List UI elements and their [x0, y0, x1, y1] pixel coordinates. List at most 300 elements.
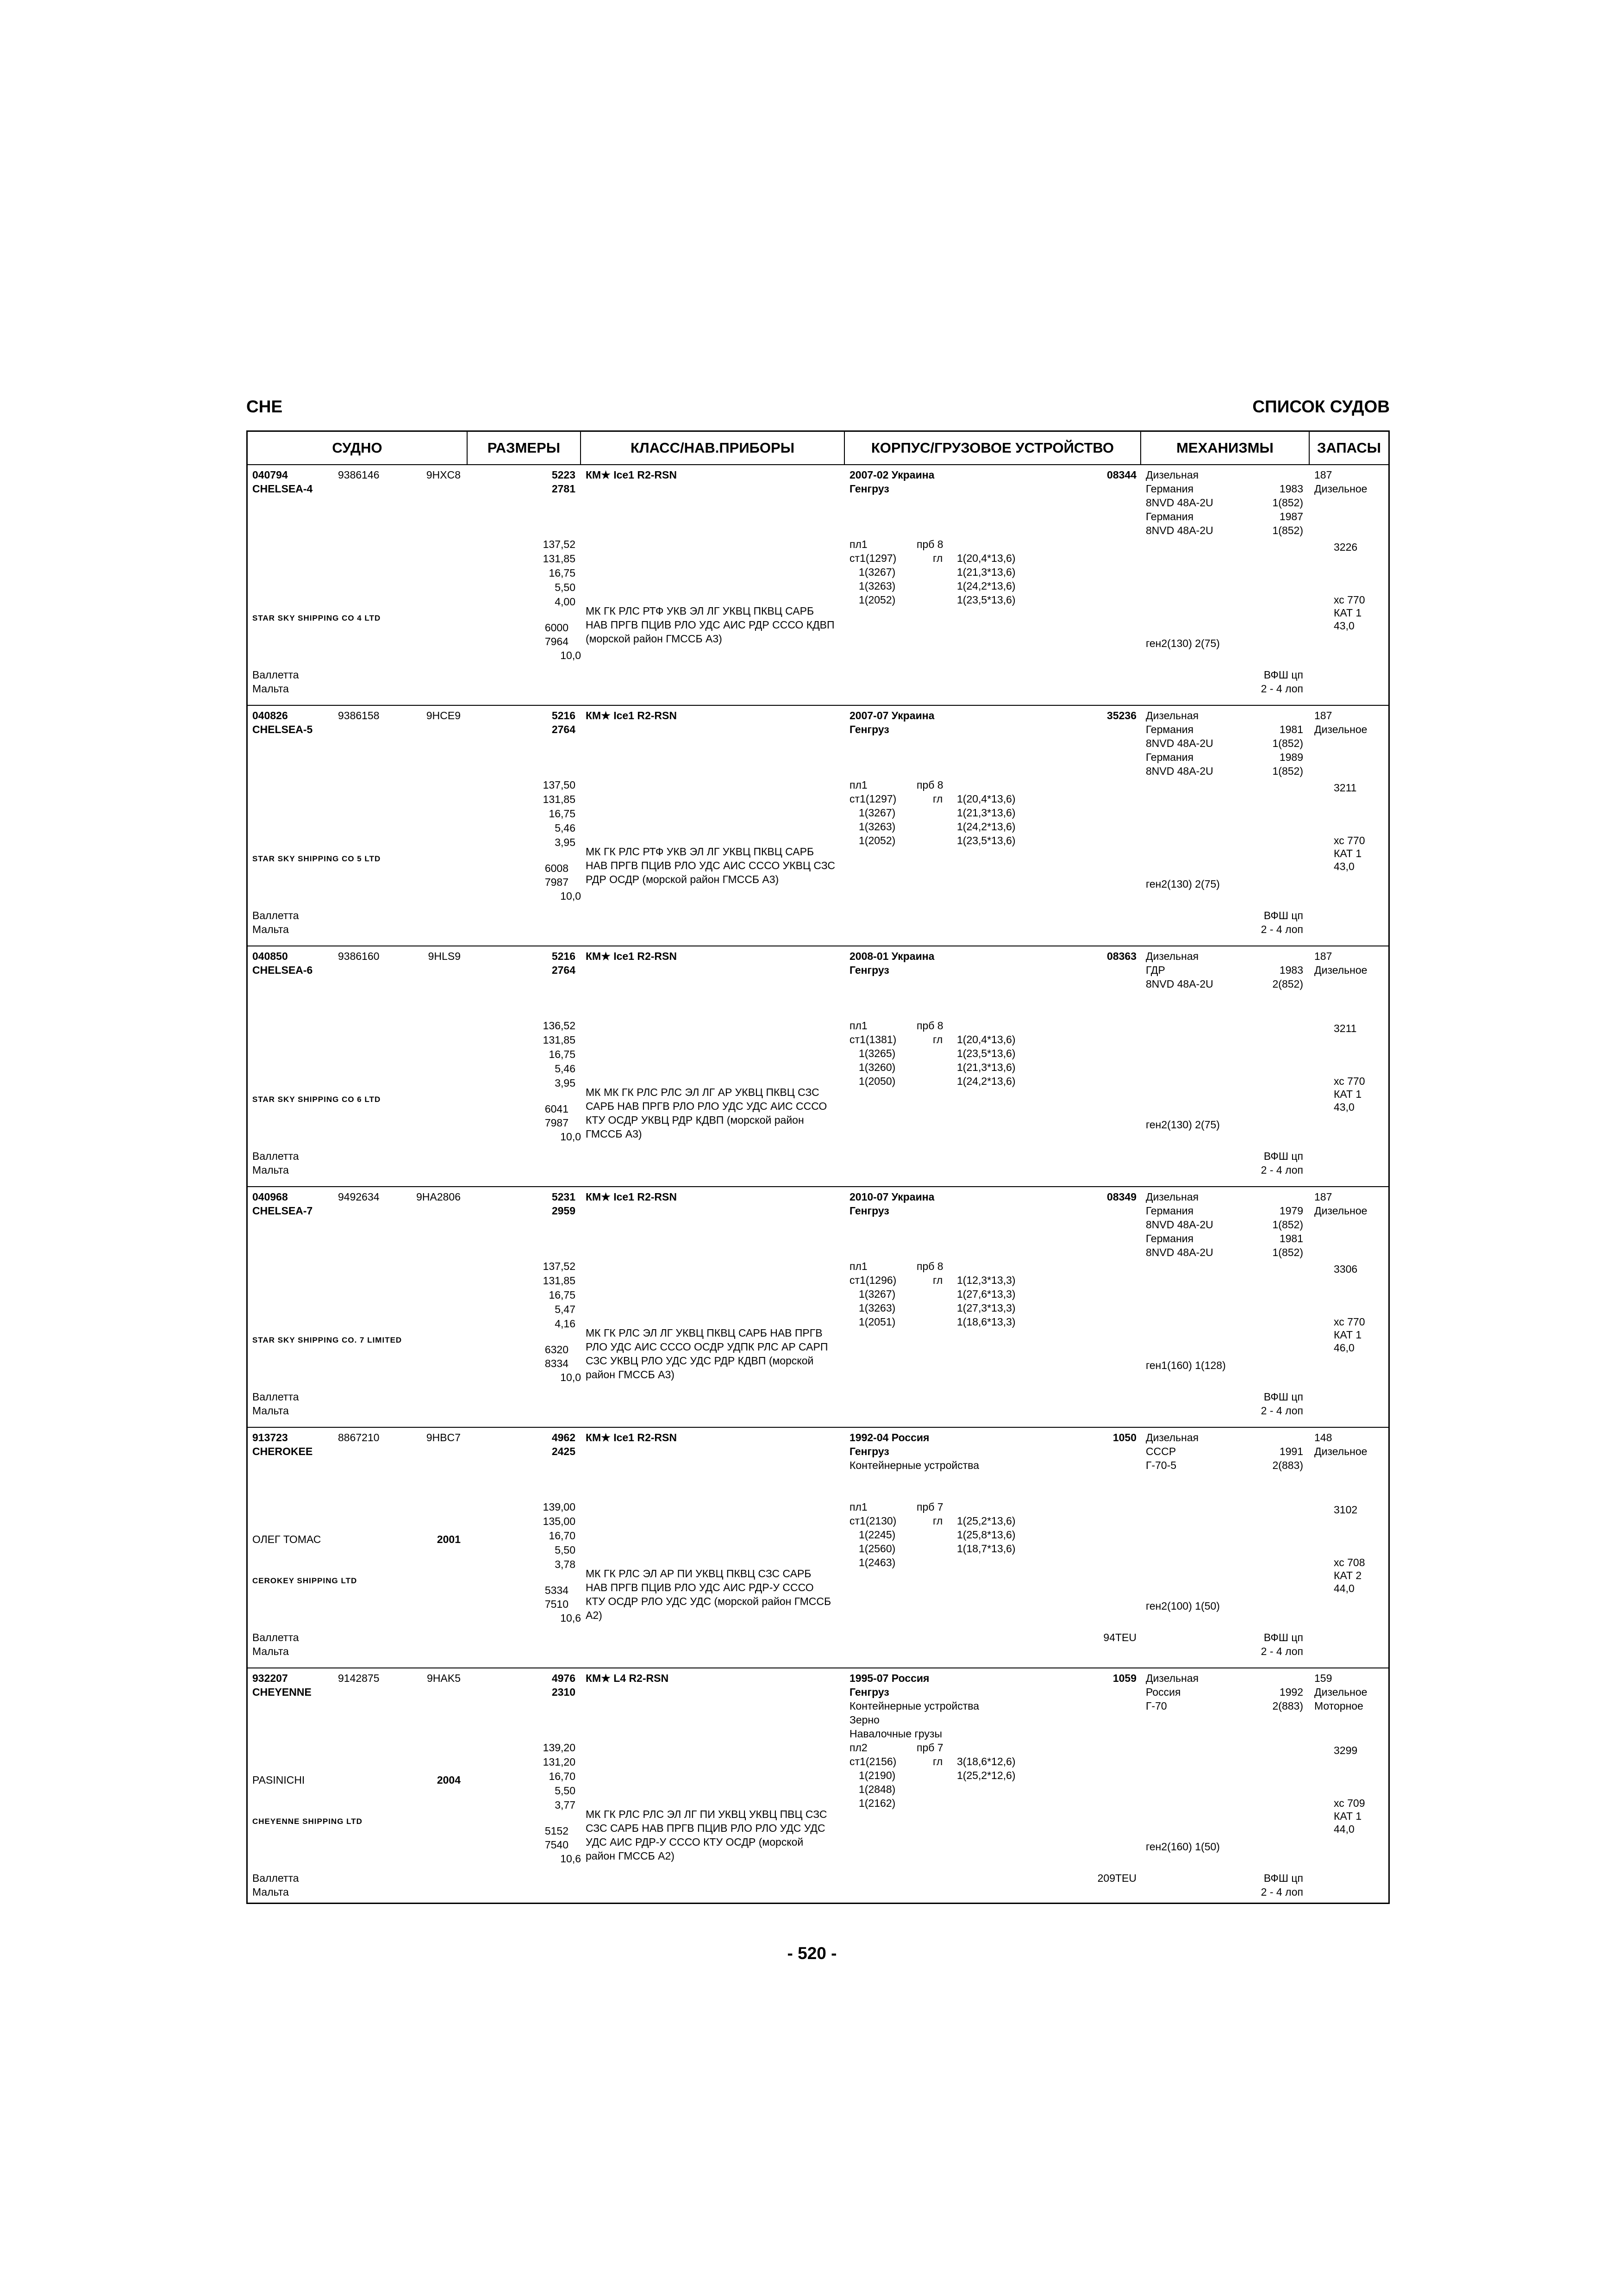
build-date-country: 2008-01 Украина	[849, 950, 935, 962]
propeller-blades: 2 - 4 лоп	[1261, 1886, 1303, 1898]
size-capacity: 10,0	[560, 890, 581, 902]
hold-capacity: 1(3263)	[859, 1302, 896, 1314]
hold-capacity: ст1(2130)	[849, 1515, 897, 1527]
size-tonnage: 5216	[551, 950, 575, 962]
ramp-count: прб 8	[917, 1260, 943, 1272]
supply-detail: хс 708	[1334, 1556, 1365, 1568]
ramp-count: прб 8	[917, 1020, 943, 1032]
vessel-record	[248, 1668, 1388, 1909]
home-port: Валлетта	[252, 1150, 299, 1162]
engine-value: 2(883)	[1272, 1700, 1303, 1712]
hatch-count: пл1	[849, 1260, 868, 1272]
hold-capacity: 1(2463)	[859, 1556, 896, 1568]
owner-name: STAR SKY SHIPPING CO 6 LTD	[252, 1095, 381, 1104]
hatch-count: пл1	[849, 538, 868, 550]
yard-number: 08349	[1107, 1191, 1137, 1203]
generators: ген2(100) 1(50)	[1146, 1600, 1220, 1612]
fuel-supply: Дизельное	[1314, 1445, 1368, 1457]
hull-type: Навалочные грузы	[849, 1728, 943, 1740]
hatch-size: 1(24,2*13,6)	[957, 580, 1016, 592]
size-capacity: 10,0	[560, 1371, 581, 1383]
navigation-equipment: МК ГК РЛС ЭЛ ЛГ УКВЦ ПКВЦ САРБ НАВ ПРГВ РЛО УДС АИС СССО ОСДР УДПК РЛС АР САРП СЗС УКВЦ РЛО УДС УДС РДР КДВП (морской район ГМССБ А3)	[586, 1327, 828, 1381]
fuel-supply: 187	[1314, 950, 1332, 962]
engine-detail: 8NVD 48A-2U	[1146, 978, 1213, 990]
hold-capacity: 1(2052)	[859, 594, 896, 606]
imo-number: 9386158	[338, 709, 380, 722]
hatch-size: 1(23,5*13,6)	[957, 1047, 1016, 1059]
engine-detail: СССР	[1146, 1445, 1176, 1457]
supply-detail: хс 770	[1334, 594, 1365, 606]
size-dimension: 131,85	[543, 553, 575, 565]
hold-capacity: 1(2560)	[859, 1543, 896, 1555]
hatch-size: 1(12,3*13,3)	[957, 1274, 1016, 1286]
yard-number: 1050	[1112, 1431, 1137, 1444]
flag-state: Мальта	[252, 1645, 289, 1657]
navigation-equipment: МК ГК РЛС ЭЛ АР ПИ УКВЦ ПКВЦ СЗС САРБ НАВ ПРГВ ПЦИВ РЛО УДС АИС РДР-У СССО КТУ ОСДР РЛО УДС УДС (морской район ГМССБ А2)	[586, 1568, 831, 1621]
hold-capacity: 1(3267)	[859, 566, 896, 578]
hatch-size: 1(24,2*13,6)	[957, 1075, 1016, 1087]
hull-type: Зерно	[849, 1714, 880, 1726]
hatch-size: 1(21,3*13,6)	[957, 1061, 1016, 1073]
size-dimension: 16,70	[549, 1770, 575, 1782]
class-notation: КМ★ Ice1 R2-RSN	[586, 469, 677, 481]
build-date-country: 2010-07 Украина	[849, 1191, 935, 1203]
hatch-label: гл	[933, 552, 943, 564]
size-tonnage: 2959	[551, 1205, 575, 1217]
section-title: СПИСОК СУДОВ	[1252, 397, 1390, 416]
hatch-size: 1(20,4*13,6)	[957, 793, 1016, 805]
registry-number: 040826	[252, 709, 288, 722]
size-dimension: 4,00	[555, 596, 575, 608]
supply-detail: КАТ 1	[1334, 1329, 1362, 1341]
propeller-type: ВФШ цп	[1263, 1872, 1303, 1884]
size-capacity: 7987	[544, 876, 568, 888]
section-code: CHE	[246, 397, 283, 416]
ramp-count: прб 8	[917, 538, 943, 550]
engine-value: 1979	[1279, 1205, 1303, 1217]
size-dimension: 137,50	[543, 779, 575, 791]
propeller-type: ВФШ цп	[1263, 1631, 1303, 1643]
ramp-count: прб 7	[917, 1501, 943, 1513]
size-dimension: 16,70	[549, 1530, 575, 1542]
vessel-record	[248, 465, 1388, 706]
engine-detail: Германия	[1146, 483, 1194, 495]
supply-endurance: 3226	[1334, 541, 1358, 553]
vessel-record	[248, 946, 1388, 1187]
size-tonnage: 2764	[551, 723, 575, 735]
size-dimension: 3,78	[555, 1558, 575, 1570]
yard-number: 08344	[1107, 469, 1137, 481]
supply-detail: КАТ 1	[1334, 1088, 1362, 1100]
hold-capacity: ст1(1381)	[849, 1033, 897, 1045]
size-capacity: 10,0	[560, 1131, 581, 1143]
owner-name: CHEYENNE SHIPPING LTD	[252, 1817, 362, 1826]
engine-detail: Дизельная	[1146, 1431, 1199, 1444]
propeller-type: ВФШ цп	[1263, 669, 1303, 681]
propeller-type: ВФШ цп	[1263, 1391, 1303, 1403]
size-dimension: 5,46	[555, 1063, 575, 1075]
engine-detail: Германия	[1146, 751, 1194, 763]
engine-detail: Германия	[1146, 723, 1194, 735]
ramp-count: прб 7	[917, 1742, 943, 1754]
navigation-equipment: МК МК ГК РЛС РЛС ЭЛ ЛГ АР УКВЦ ПКВЦ СЗС САРБ НАВ ПРГВ РЛО РЛО УДС УДС АИС СССО КТУ ОСДР УКВЦ РДР КДВП (морской район ГМССБ А3)	[586, 1086, 827, 1140]
supply-detail: хс 770	[1334, 1075, 1365, 1087]
engine-value: 1(852)	[1272, 737, 1303, 749]
engine-detail: Г-70-5	[1146, 1459, 1177, 1471]
flag-state: Мальта	[252, 1405, 289, 1417]
engine-detail: 8NVD 48A-2U	[1146, 765, 1213, 777]
owner-name: STAR SKY SHIPPING CO 4 LTD	[252, 614, 381, 622]
page-number: - 520 -	[787, 1944, 837, 1963]
hull-type: Генгруз	[849, 1205, 889, 1217]
call-sign: 9HA2806	[416, 1191, 461, 1203]
column-header-vessel: СУДНО	[332, 440, 382, 456]
vessel-name: CHELSEA-7	[252, 1205, 313, 1217]
engine-detail: 8NVD 48A-2U	[1146, 1246, 1213, 1258]
build-date-country: 2007-07 Украина	[849, 709, 935, 722]
imo-number: 9386160	[338, 950, 380, 962]
yard-number: 1059	[1112, 1672, 1137, 1684]
column-header-supplies: ЗАПАСЫ	[1317, 440, 1381, 456]
vessel-name: CHELSEA-5	[252, 723, 313, 735]
engine-value: 2(852)	[1272, 978, 1303, 990]
home-port: Валлетта	[252, 1391, 299, 1403]
navigation-equipment: МК ГК РЛС РТФ УКВ ЭЛ ЛГ УКВЦ ПКВЦ САРБ НАВ ПРГВ ПЦИВ РЛО УДС АИС РДР СССО КДВП (морской район ГМССБ А3)	[586, 605, 835, 645]
hull-type: Контейнерные устройства	[849, 1700, 979, 1712]
generators: ген2(130) 2(75)	[1146, 1119, 1220, 1131]
engine-detail: 8NVD 48A-2U	[1146, 1219, 1213, 1231]
yard-number: 08363	[1107, 950, 1137, 962]
engine-detail: 8NVD 48A-2U	[1146, 737, 1213, 749]
generators: ген2(160) 1(50)	[1146, 1841, 1220, 1853]
imo-number: 9492634	[338, 1191, 380, 1203]
engine-detail: Дизельная	[1146, 469, 1199, 481]
registry-number: 913723	[252, 1431, 288, 1444]
registry-number: 040968	[252, 1191, 288, 1203]
hold-capacity: 1(2162)	[859, 1797, 896, 1809]
supply-detail: хс 709	[1334, 1797, 1365, 1809]
fuel-supply: Дизельное	[1314, 483, 1368, 495]
hatch-size: 1(18,6*13,3)	[957, 1316, 1016, 1328]
propeller-type: ВФШ цп	[1263, 1150, 1303, 1162]
hatch-size: 1(21,3*13,6)	[957, 807, 1016, 819]
engine-value: 1989	[1279, 751, 1303, 763]
fuel-supply: 187	[1314, 469, 1332, 481]
propeller-blades: 2 - 4 лоп	[1261, 1164, 1303, 1176]
supply-detail: 43,0	[1334, 620, 1355, 632]
hold-capacity: 1(2051)	[859, 1316, 896, 1328]
vessel-record	[248, 706, 1388, 946]
owner-name: STAR SKY SHIPPING CO. 7 LIMITED	[252, 1336, 402, 1344]
propeller-blades: 2 - 4 лоп	[1261, 683, 1303, 695]
build-date-country: 2007-02 Украина	[849, 469, 935, 481]
engine-detail: Г-70	[1146, 1700, 1167, 1712]
propeller-type: ВФШ цп	[1263, 909, 1303, 921]
call-sign: 9HXC8	[426, 469, 461, 481]
size-dimension: 131,20	[543, 1756, 575, 1768]
call-sign: 9HAK5	[427, 1672, 461, 1684]
hatch-label: гл	[933, 793, 943, 805]
teu-capacity: 209TEU	[1097, 1872, 1137, 1884]
hold-capacity: 1(2050)	[859, 1075, 896, 1087]
hatch-size: 3(18,6*12,6)	[957, 1755, 1016, 1767]
size-dimension: 16,75	[549, 1048, 575, 1060]
hatch-size: 1(18,7*13,6)	[957, 1543, 1016, 1555]
supply-detail: 44,0	[1334, 1582, 1355, 1594]
build-date-country: 1992-04 Россия	[849, 1431, 930, 1444]
size-dimension: 16,75	[549, 808, 575, 820]
size-dimension: 131,85	[543, 1275, 575, 1287]
flag-state: Мальта	[252, 683, 289, 695]
column-header-machinery: МЕХАНИЗМЫ	[1176, 440, 1274, 456]
fuel-supply: Моторное	[1314, 1700, 1363, 1712]
imo-number: 9142875	[338, 1672, 380, 1684]
supply-detail: КАТ 1	[1334, 847, 1362, 859]
supply-endurance: 3211	[1334, 782, 1357, 794]
teu-capacity: 94TEU	[1103, 1631, 1137, 1643]
size-capacity: 7987	[544, 1117, 568, 1129]
hatch-label: гл	[933, 1274, 943, 1286]
home-port: Валлетта	[252, 1631, 299, 1643]
size-tonnage: 4962	[551, 1431, 575, 1444]
hatch-count: пл1	[849, 779, 868, 791]
supply-endurance: 3299	[1334, 1744, 1358, 1756]
fuel-supply: Дизельное	[1314, 1686, 1368, 1698]
owner-name: STAR SKY SHIPPING CO 5 LTD	[252, 854, 381, 863]
vessel-name: CHEROKEE	[252, 1445, 313, 1457]
hold-capacity: 1(3265)	[859, 1047, 896, 1059]
registry-number: 932207	[252, 1672, 288, 1684]
imo-number: 9386146	[338, 469, 380, 481]
engine-value: 1(852)	[1272, 524, 1303, 536]
owner-name: CEROKEY SHIPPING LTD	[252, 1576, 357, 1585]
size-tonnage: 4976	[551, 1672, 575, 1684]
size-dimension: 4,16	[555, 1318, 575, 1330]
size-dimension: 3,77	[555, 1799, 575, 1811]
engine-detail: Дизельная	[1146, 1672, 1199, 1684]
supply-detail: 46,0	[1334, 1342, 1355, 1354]
class-notation: КМ★ Ice1 R2-RSN	[586, 1431, 677, 1444]
engine-value: 1983	[1279, 483, 1303, 495]
size-dimension: 16,75	[549, 567, 575, 579]
previous-name-year: 2004	[437, 1774, 461, 1786]
engine-value: 1(852)	[1272, 1246, 1303, 1258]
engine-value: 1981	[1279, 1232, 1303, 1244]
size-dimension: 135,00	[543, 1515, 575, 1527]
navigation-equipment: МК ГК РЛС РТФ УКВ ЭЛ ЛГ УКВЦ ПКВЦ САРБ НАВ ПРГВ ПЦИВ РЛО УДС АИС СССО УКВЦ СЗС РДР ОСДР (морской район ГМССБ А3)	[586, 846, 835, 885]
hold-capacity: 1(2190)	[859, 1769, 896, 1781]
yard-number: 35236	[1107, 709, 1137, 722]
vessel-record	[248, 1428, 1388, 1668]
hold-capacity: 1(3260)	[859, 1061, 896, 1073]
engine-value: 2(883)	[1272, 1459, 1303, 1471]
size-dimension: 139,00	[543, 1501, 575, 1513]
hold-capacity: 1(2848)	[859, 1783, 896, 1795]
size-tonnage: 5216	[551, 709, 575, 722]
previous-name: ОЛЕГ ТОМАС	[252, 1533, 321, 1545]
hull-type: Генгруз	[849, 483, 889, 495]
hatch-size: 1(25,8*13,6)	[957, 1529, 1016, 1541]
size-capacity: 6000	[544, 622, 568, 634]
hatch-size: 1(23,5*13,6)	[957, 834, 1016, 846]
hatch-size: 1(25,2*13,6)	[957, 1515, 1016, 1527]
class-notation: КМ★ Ice1 R2-RSN	[586, 1191, 677, 1203]
hatch-size: 1(25,2*12,6)	[957, 1769, 1016, 1781]
size-tonnage: 2781	[551, 483, 575, 495]
size-dimension: 5,47	[555, 1303, 575, 1315]
size-capacity: 8334	[544, 1357, 568, 1369]
call-sign: 9HCE9	[426, 709, 461, 722]
engine-detail: Дизельная	[1146, 1191, 1199, 1203]
supply-detail: 44,0	[1334, 1823, 1355, 1835]
hold-capacity: ст1(2156)	[849, 1755, 897, 1767]
hull-type: Генгруз	[849, 1445, 889, 1457]
hold-capacity: 1(2245)	[859, 1529, 896, 1541]
hatch-size: 1(27,6*13,3)	[957, 1288, 1016, 1300]
vessel-name: CHELSEA-6	[252, 964, 313, 976]
size-dimension: 139,20	[543, 1742, 575, 1754]
flag-state: Мальта	[252, 1164, 289, 1176]
engine-detail: 8NVD 48A-2U	[1146, 497, 1213, 509]
hull-type: Генгруз	[849, 1686, 889, 1698]
engine-detail: Дизельная	[1146, 709, 1199, 722]
propeller-blades: 2 - 4 лоп	[1261, 1645, 1303, 1657]
call-sign: 9HLS9	[428, 950, 461, 962]
ship-table	[246, 430, 1390, 1904]
hull-type: Генгруз	[849, 723, 889, 735]
hatch-size: 1(24,2*13,6)	[957, 821, 1016, 833]
hold-capacity: 1(3263)	[859, 580, 896, 592]
build-date-country: 1995-07 Россия	[849, 1672, 930, 1684]
size-dimension: 137,52	[543, 1260, 575, 1272]
size-tonnage: 5223	[551, 469, 575, 481]
hold-capacity: 1(2052)	[859, 834, 896, 846]
hatch-count: пл1	[849, 1020, 868, 1032]
home-port: Валлетта	[252, 909, 299, 921]
size-dimension: 136,52	[543, 1020, 575, 1032]
hold-capacity: ст1(1296)	[849, 1274, 897, 1286]
hull-type: Генгруз	[849, 964, 889, 976]
generators: ген2(130) 2(75)	[1146, 878, 1220, 890]
engine-detail: Германия	[1146, 1205, 1194, 1217]
hatch-label: гл	[933, 1515, 943, 1527]
hold-capacity: 1(3263)	[859, 821, 896, 833]
size-dimension: 5,46	[555, 822, 575, 834]
size-dimension: 131,85	[543, 1034, 575, 1046]
engine-value: 1(852)	[1272, 1219, 1303, 1231]
engine-detail: Германия	[1146, 1232, 1194, 1244]
size-capacity: 5152	[544, 1825, 568, 1837]
size-capacity: 10,0	[560, 649, 581, 661]
hold-capacity: ст1(1297)	[849, 793, 897, 805]
registry-number: 040850	[252, 950, 288, 962]
size-capacity: 6041	[544, 1103, 568, 1115]
generators: ген2(130) 2(75)	[1146, 637, 1220, 649]
supply-detail: КАТ 2	[1334, 1569, 1362, 1581]
hull-type: Контейнерные устройства	[849, 1459, 979, 1471]
flag-state: Мальта	[252, 1886, 289, 1898]
vessel-name: CHELSEA-4	[252, 483, 313, 495]
size-tonnage: 2310	[551, 1686, 575, 1698]
supply-endurance: 3211	[1334, 1022, 1357, 1034]
hold-capacity: ст1(1297)	[849, 552, 897, 564]
supply-detail: 43,0	[1334, 860, 1355, 872]
engine-detail: 8NVD 48A-2U	[1146, 524, 1213, 536]
size-dimension: 5,50	[555, 581, 575, 593]
fuel-supply: 187	[1314, 709, 1332, 722]
previous-name-year: 2001	[437, 1533, 461, 1545]
engine-detail: ГДР	[1146, 964, 1165, 976]
home-port: Валлетта	[252, 1872, 299, 1884]
engine-value: 1983	[1279, 964, 1303, 976]
hatch-size: 1(27,3*13,3)	[957, 1302, 1016, 1314]
propeller-blades: 2 - 4 лоп	[1261, 1405, 1303, 1417]
hatch-size: 1(20,4*13,6)	[957, 1033, 1016, 1045]
size-dimension: 3,95	[555, 836, 575, 848]
class-notation: КМ★ Ice1 R2-RSN	[586, 950, 677, 962]
imo-number: 8867210	[338, 1431, 380, 1444]
fuel-supply: 148	[1314, 1431, 1332, 1444]
column-header-sizes: РАЗМЕРЫ	[487, 440, 561, 456]
size-dimension: 137,52	[543, 538, 575, 550]
engine-value: 1(852)	[1272, 497, 1303, 509]
engine-value: 1991	[1279, 1445, 1303, 1457]
hatch-label: гл	[933, 1755, 943, 1767]
supply-detail: КАТ 1	[1334, 1810, 1362, 1822]
size-capacity: 7540	[544, 1839, 568, 1851]
supply-endurance: 3306	[1334, 1263, 1358, 1275]
column-header-hull: КОРПУС/ГРУЗОВОЕ УСТРОЙСТВО	[871, 440, 1114, 456]
class-notation: КМ★ L4 R2-RSN	[586, 1672, 669, 1684]
size-capacity: 5334	[544, 1584, 568, 1596]
engine-detail: Дизельная	[1146, 950, 1199, 962]
size-tonnage: 2764	[551, 964, 575, 976]
hatch-size: 1(21,3*13,6)	[957, 566, 1016, 578]
fuel-supply: Дизельное	[1314, 964, 1368, 976]
hatch-count: пл1	[849, 1501, 868, 1513]
engine-value: 1992	[1279, 1686, 1303, 1698]
column-header-class: КЛАСС/НАВ.ПРИБОРЫ	[630, 440, 795, 456]
previous-name: PASINICHI	[252, 1774, 305, 1786]
fuel-supply: Дизельное	[1314, 723, 1368, 735]
hold-capacity: 1(3267)	[859, 807, 896, 819]
hatch-label: гл	[933, 1033, 943, 1045]
size-dimension: 131,85	[543, 793, 575, 805]
propeller-blades: 2 - 4 лоп	[1261, 923, 1303, 935]
size-dimension: 5,50	[555, 1785, 575, 1797]
hatch-size: 1(23,5*13,6)	[957, 594, 1016, 606]
size-capacity: 10,6	[560, 1853, 581, 1865]
engine-value: 1987	[1279, 510, 1303, 523]
navigation-equipment: МК ГК РЛС РЛС ЭЛ ЛГ ПИ УКВЦ УКВЦ ПВЦ СЗС СЗС САРБ НАВ ПРГВ ПЦИВ РЛО РЛО УДС УДС УДС АИС РДР-У СССО КТУ ОСДР (морской район ГМССБ А2)	[586, 1808, 827, 1862]
engine-value: 1981	[1279, 723, 1303, 735]
engine-value: 1(852)	[1272, 765, 1303, 777]
supply-endurance: 3102	[1334, 1504, 1358, 1516]
fuel-supply: Дизельное	[1314, 1205, 1368, 1217]
vessel-name: CHEYENNE	[252, 1686, 312, 1698]
supply-detail: хс 770	[1334, 834, 1365, 846]
home-port: Валлетта	[252, 669, 299, 681]
flag-state: Мальта	[252, 923, 289, 935]
hatch-count: пл2	[849, 1742, 868, 1754]
size-dimension: 3,95	[555, 1077, 575, 1089]
engine-detail: Германия	[1146, 510, 1194, 523]
size-tonnage: 2425	[551, 1445, 575, 1457]
supply-detail: КАТ 1	[1334, 607, 1362, 619]
size-dimension: 16,75	[549, 1289, 575, 1301]
size-dimension: 5,50	[555, 1544, 575, 1556]
hatch-size: 1(20,4*13,6)	[957, 552, 1016, 564]
